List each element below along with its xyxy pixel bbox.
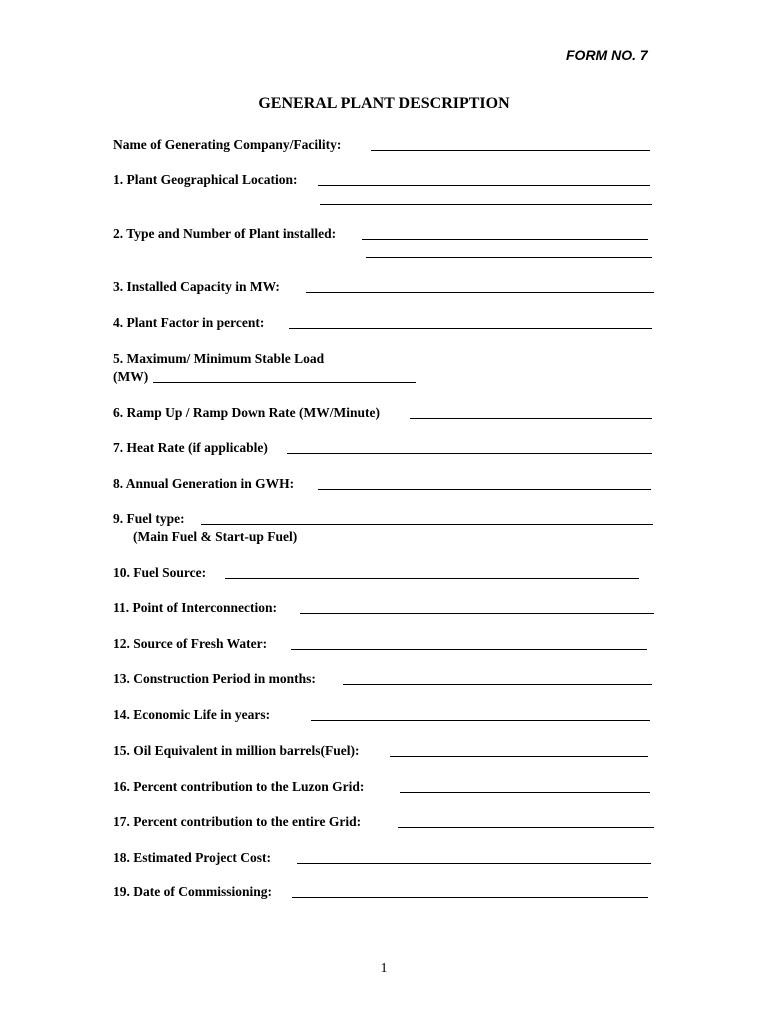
entire-grid-field[interactable] <box>398 827 654 828</box>
construction-period-field[interactable] <box>343 684 652 685</box>
field-label-fuel-type: 9. Fuel type: <box>113 511 185 526</box>
location-field[interactable] <box>318 185 650 186</box>
installed-capacity-field[interactable] <box>306 292 654 293</box>
oil-equivalent-field[interactable] <box>390 756 648 757</box>
field-label-plant-factor: 4. Plant Factor in percent: <box>113 315 265 330</box>
economic-life-field[interactable] <box>311 720 650 721</box>
field-label-location: 1. Plant Geographical Location: <box>113 172 298 187</box>
page-number: 1 <box>380 961 388 976</box>
luzon-grid-field[interactable] <box>400 792 650 793</box>
stable-load-field[interactable] <box>153 382 416 383</box>
field-label-ramp-rate: 6. Ramp Up / Ramp Down Rate (MW/Minute) <box>113 405 380 420</box>
field-label-economic-life: 14. Economic Life in years: <box>113 707 271 722</box>
form-number: FORM NO. 7 <box>566 47 648 63</box>
fuel-type-note: (Main Fuel & Start-up Fuel) <box>133 529 298 544</box>
plant-type-field-line-2[interactable] <box>366 257 652 258</box>
field-label-entire-grid: 17. Percent contribution to the entire Grid: <box>113 814 362 829</box>
location-field-line-2[interactable] <box>320 204 652 205</box>
ramp-rate-field[interactable] <box>410 418 652 419</box>
interconnection-field[interactable] <box>300 613 654 614</box>
field-label-commissioning-date: 19. Date of Commissioning: <box>113 884 272 899</box>
project-cost-field[interactable] <box>297 863 651 864</box>
field-label-fuel-source: 10. Fuel Source: <box>113 565 207 580</box>
page-title: GENERAL PLANT DESCRIPTION <box>258 95 510 112</box>
company-name-field[interactable] <box>371 150 650 151</box>
plant-factor-field[interactable] <box>289 328 652 329</box>
fuel-type-field[interactable] <box>201 524 653 525</box>
field-label-construction-period: 13. Construction Period in months: <box>113 671 316 686</box>
annual-generation-field[interactable] <box>318 489 651 490</box>
field-label-oil-equivalent: 15. Oil Equivalent in million barrels(Fuel): <box>113 743 360 758</box>
field-label-company-name: Name of Generating Company/Facility: <box>113 137 342 152</box>
field-label-stable-load: 5. Maximum/ Minimum Stable Load <box>113 351 325 366</box>
field-label-installed-capacity: 3. Installed Capacity in MW: <box>113 279 280 294</box>
fuel-source-field[interactable] <box>225 578 639 579</box>
field-label-luzon-grid: 16. Percent contribution to the Luzon Grid: <box>113 779 365 794</box>
commissioning-date-field[interactable] <box>292 897 648 898</box>
field-label-annual-generation: 8. Annual Generation in GWH: <box>113 476 295 491</box>
field-label-fresh-water: 12. Source of Fresh Water: <box>113 636 268 651</box>
fresh-water-field[interactable] <box>291 649 647 650</box>
field-label-stable-load-unit: (MW) <box>113 369 149 384</box>
field-label-interconnection: 11. Point of Interconnection: <box>113 600 277 615</box>
heat-rate-field[interactable] <box>287 453 652 454</box>
plant-type-field[interactable] <box>362 239 648 240</box>
field-label-plant-type: 2. Type and Number of Plant installed: <box>113 226 337 241</box>
field-label-project-cost: 18. Estimated Project Cost: <box>113 850 271 865</box>
field-label-heat-rate: 7. Heat Rate (if applicable) <box>113 440 268 455</box>
